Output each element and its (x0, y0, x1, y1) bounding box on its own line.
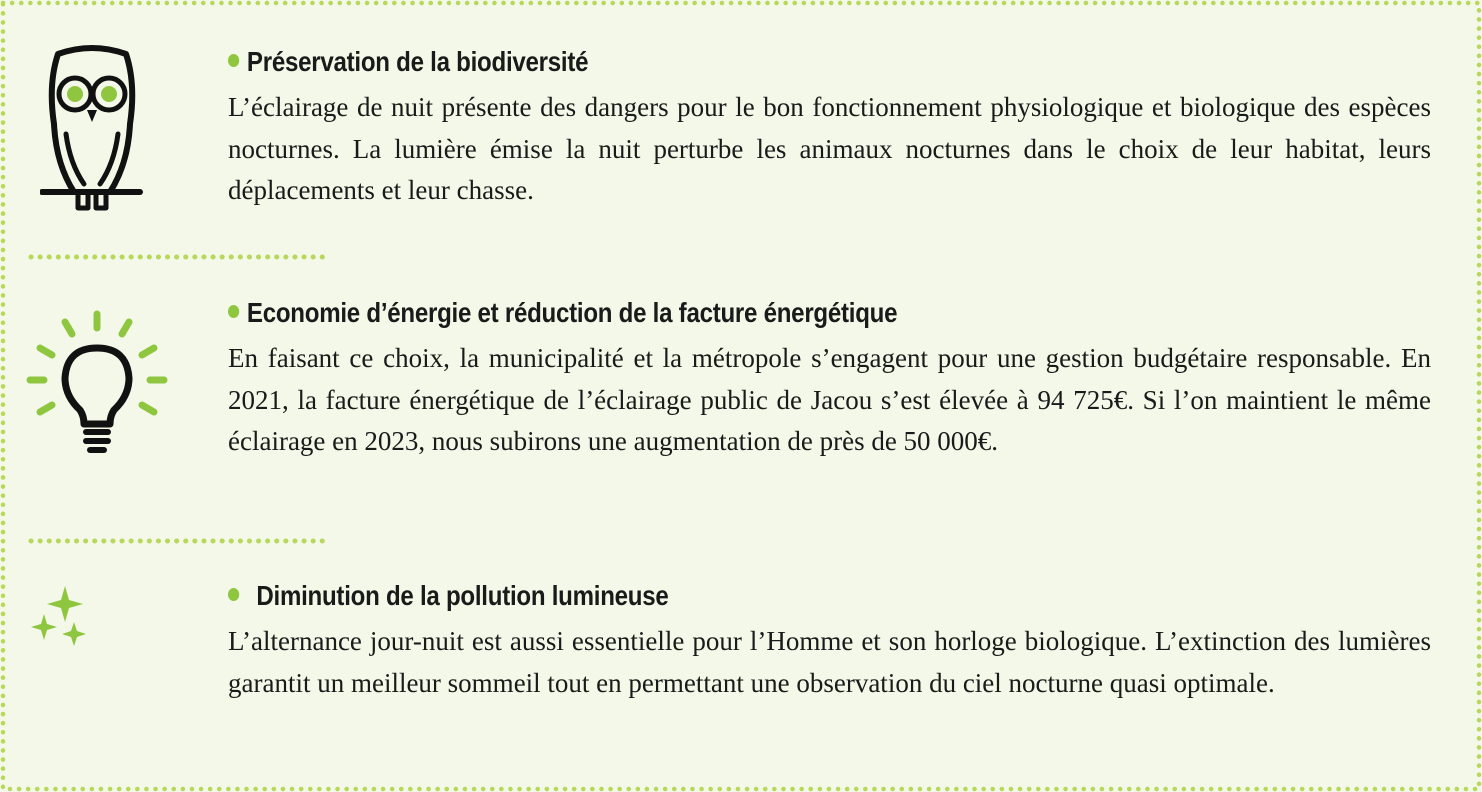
dotted-separator (28, 537, 328, 545)
moon-stars-icon (22, 578, 172, 728)
section-light-pollution (228, 576, 1431, 704)
owl-icon (40, 44, 144, 214)
section-body: L’alternance jour-nuit est aussi essentielle pour l’Homme et son horloge biologique. L’extinction des lumières garantit un meilleur sommeil tout en permettant une observation du ciel nocturne quasi optimale. (228, 626, 1431, 698)
section-title: Préservation de la biodiversité (228, 42, 1263, 82)
section-body: L’éclairage de nuit présente des dangers pour le bon fonctionnement physiologique et biologique des espèces nocturnes. La lumière émise la nuit perturbe les animaux nocturnes dans le choix de leur habitat, leurs déplacements et leur chasse. (228, 92, 1431, 205)
section-energy-savings (228, 293, 1431, 463)
bullet-icon (228, 305, 239, 318)
dotted-separator (28, 253, 328, 261)
section-title: Diminution de la pollution lumineuse (228, 576, 1263, 616)
section-biodiversity (228, 42, 1431, 212)
section-body: En faisant ce choix, la municipalité et la métropole s’engagent pour une gestion budgétaire responsable. En 2021, la facture énergétique de l’éclairage public de Jacou s’est élevée à 94 725€. Si l’on maintient le même éclairage en 2023, nous subirons une augmentation de près de 50 000€. (228, 343, 1431, 456)
lightbulb-icon (22, 308, 172, 458)
bullet-icon (228, 588, 239, 601)
bullet-icon (228, 54, 239, 67)
section-title: Economie d’énergie et réduction de la facture énergétique (228, 293, 1263, 333)
